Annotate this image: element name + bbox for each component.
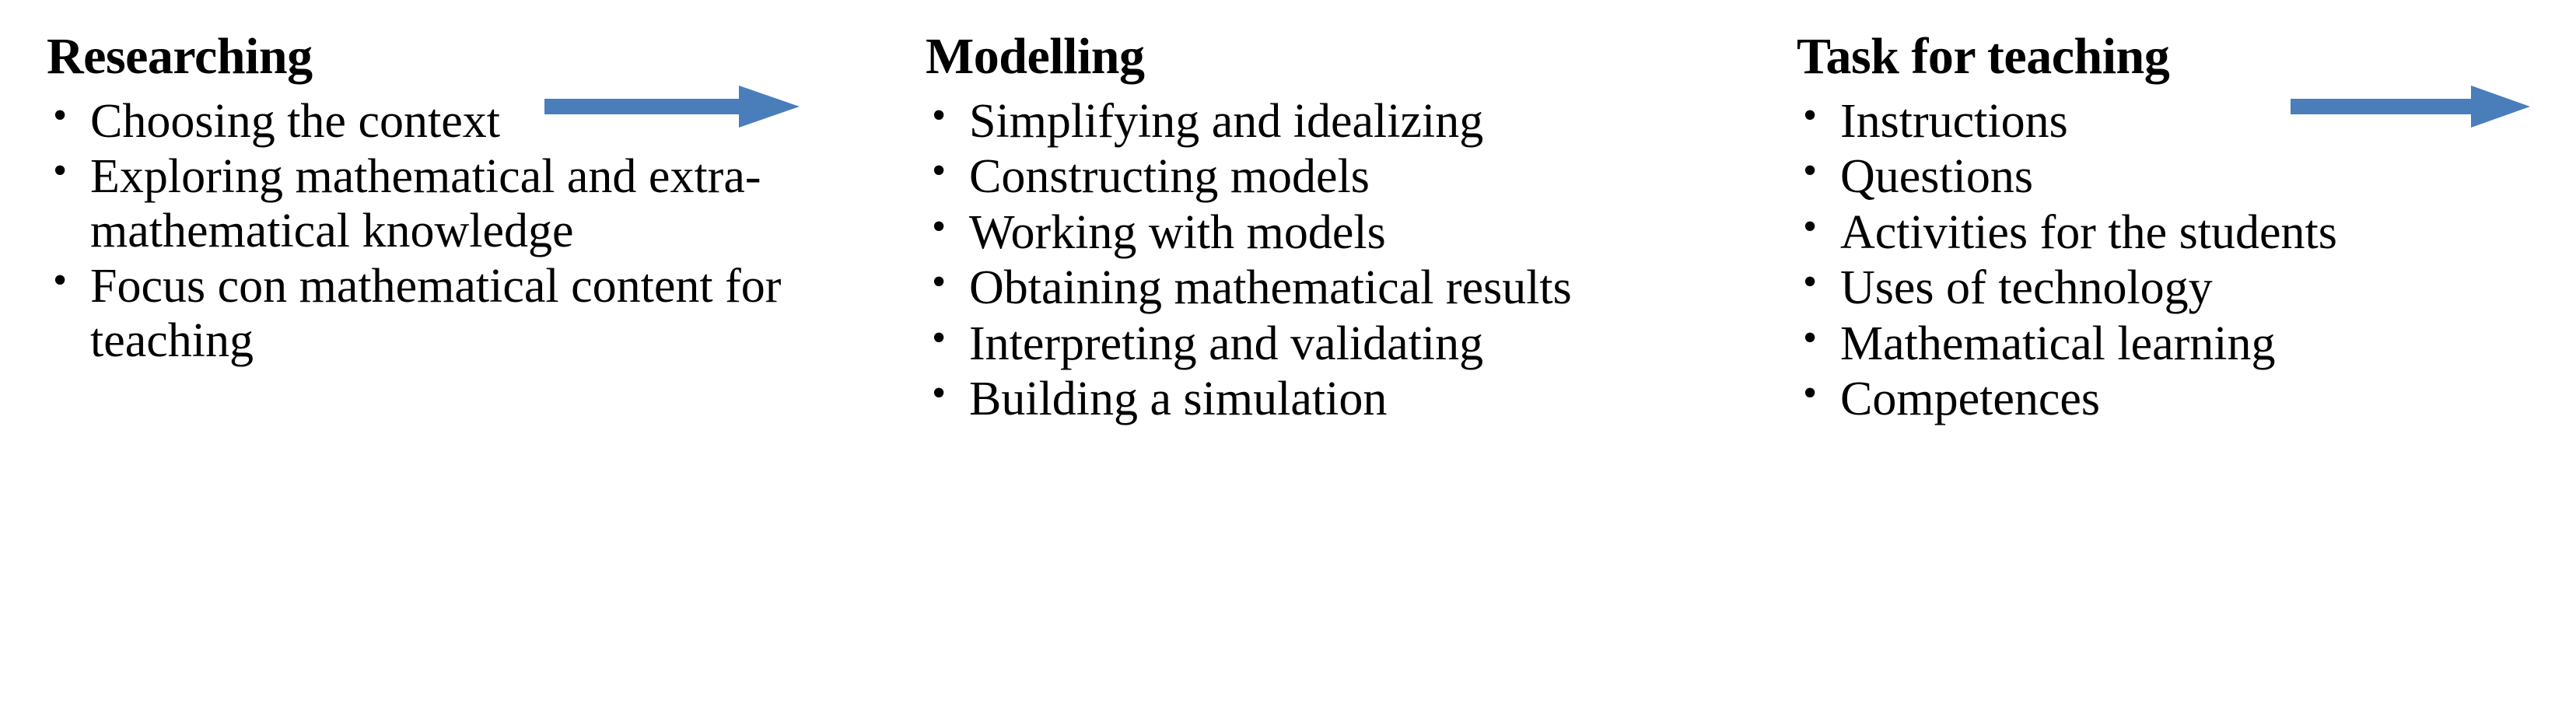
diagram-stage-modelling (879, 28, 1750, 429)
stage-heading-researching: Researching (47, 28, 313, 85)
stage-items-modelling (926, 95, 1750, 427)
arrow-right-icon (544, 79, 801, 134)
list-item: • Working with models (926, 206, 1669, 260)
list-item: • Choosing the context (47, 95, 790, 149)
list-item: • Interpreting and validating (926, 317, 1669, 371)
stage-heading-modelling: Modelling (926, 28, 1145, 85)
list-item: • Constructing models (926, 150, 1669, 204)
stage-heading-task-for-teaching: Task for teaching (1797, 28, 2170, 85)
list-item: • Mathematical learning (1797, 317, 2576, 371)
list-item: • Uses of technology (1797, 261, 2576, 315)
list-item: • Obtaining mathematical results (926, 261, 1669, 315)
list-item: • Activities for the students (1797, 206, 2576, 260)
list-item: • Focus con mathematical content for teaching (47, 260, 790, 368)
list-item: • Exploring mathematical and extra-mathematical knowledge (47, 150, 790, 258)
diagram-stage-task-for-teaching (1750, 28, 2576, 429)
list-item: • Building a simulation (926, 373, 1669, 426)
stage-items-researching (47, 95, 879, 368)
stage-items-task-for-teaching (1797, 95, 2576, 427)
list-item: • Competences (1797, 373, 2576, 426)
list-item: • Instructions (1797, 95, 2576, 149)
diagram-stage-researching (0, 28, 879, 369)
list-item: • Simplifying and idealizing (926, 95, 1669, 149)
list-item: • Questions (1797, 150, 2576, 204)
